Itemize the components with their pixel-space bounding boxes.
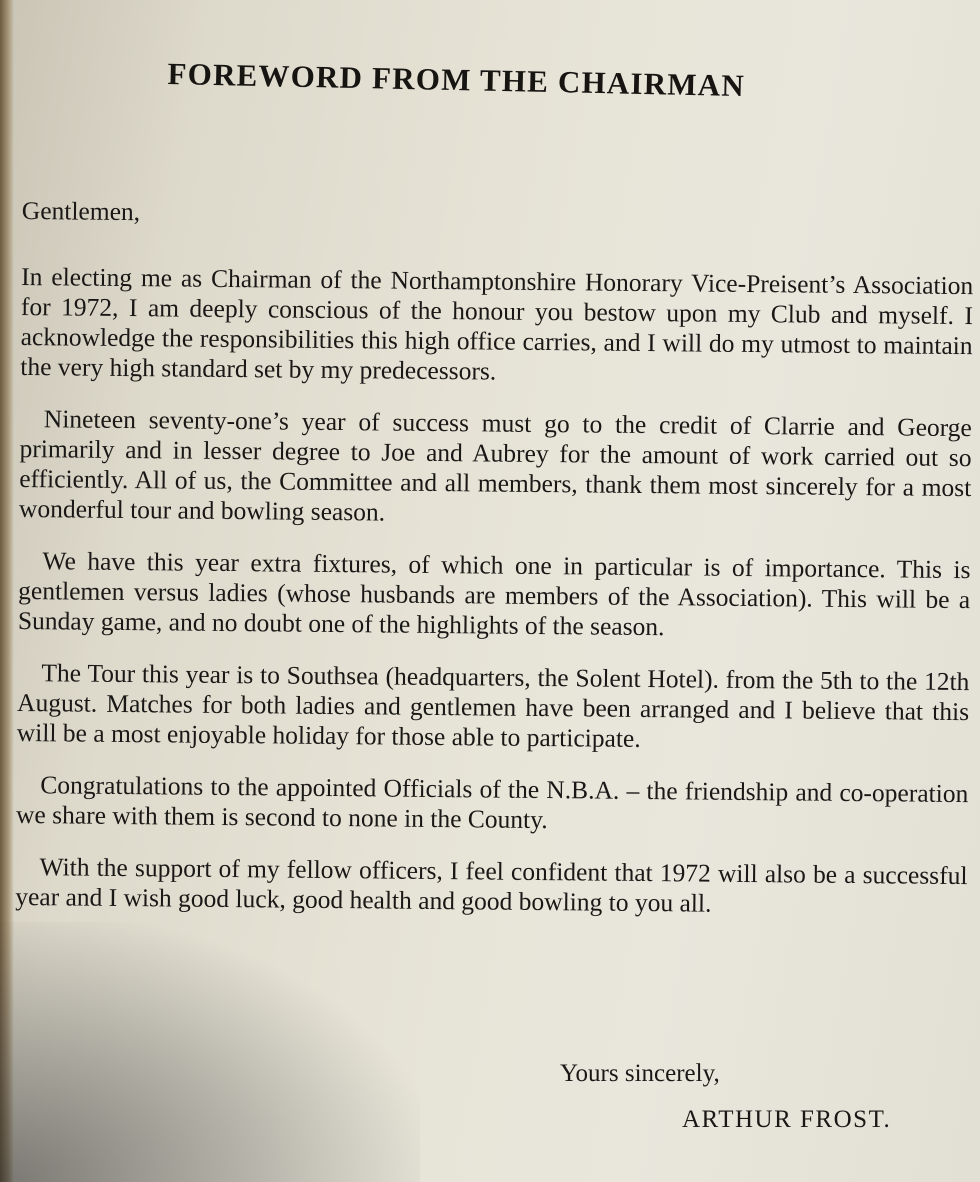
spine-shadow <box>0 0 14 1182</box>
paragraph-3: We have this year extra fixtures, of which one in particular is of importance. This is gentlemen versus ladies (whose husbands are members of the Association). This will be a Sunday game, and no doubt one of the highlights of the season. <box>17 546 971 642</box>
paragraph-6: With the support of my fellow officers, I feel confident that 1972 will also be a successful year and I wish good luck, good health and good bowling to you all. <box>15 852 968 918</box>
paragraph-4: The Tour this year is to Southsea (headquarters, the Solent Hotel). from the 5th to the 12th August. Matches for both ladies and gentlemen have been arranged and I believe that this will be a most enjoyable holiday for those able to participate. <box>16 658 970 753</box>
paragraph-5: Congratulations to the appointed Officials of the N.B.A. – the friendship and co-operation we share with them is second to none in the County. <box>15 770 969 835</box>
greeting: Gentlemen, <box>21 196 141 227</box>
closing: Yours sincerely, <box>560 1060 720 1087</box>
letter-body <box>15 196 974 943</box>
signature: ARTHUR FROST. <box>682 1106 892 1133</box>
page-title: FOREWORD FROM THE CHAIRMAN <box>167 56 746 104</box>
paragraph-2: Nineteen seventy-one’s year of success must go to the credit of Clarrie and George primarily and in lesser degree to Joe and Aubrey for the amount of work carried out so efficiently. All of us, the Committee and all members, thank them most sincerely for a most wonderful tour and bowling season. <box>18 404 972 527</box>
paragraph-1: In electing me as Chairman of the Northamptonshire Honorary Vice-Preisent’s Association for 1972, I am deeply conscious of the honour you bestow upon my Club and myself. I acknowledge the responsibilities this high office carries, and I will do my utmost to maintain the very high standard set by my predecessors. <box>20 261 974 386</box>
corner-shadow <box>0 922 420 1182</box>
